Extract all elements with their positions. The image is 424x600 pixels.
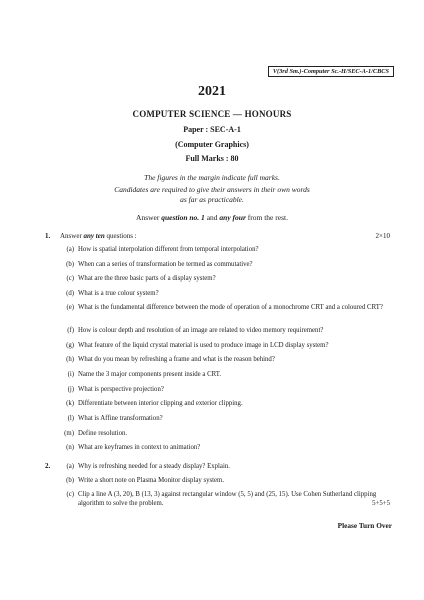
item-text: Why is refreshing needed for a steady display? Explain. <box>78 463 230 470</box>
item-label: (f) <box>67 327 74 334</box>
candidates-note-line1: Candidates are required to give their answers in their own words <box>114 185 310 194</box>
item-label: (b) <box>66 477 74 484</box>
item-label: (k) <box>66 400 74 407</box>
full-marks: Full Marks : 80 <box>185 154 239 163</box>
q1-suffix: questions : <box>104 232 137 240</box>
question-1-text <box>60 232 137 241</box>
item-text: What are keyframes in context to animation? <box>78 444 201 451</box>
item-label: (m) <box>64 430 74 437</box>
item-label: (e) <box>66 304 74 311</box>
question-1-number: 1. <box>45 232 51 240</box>
item-label: (h) <box>66 356 74 363</box>
item-label: (j) <box>67 386 74 393</box>
instruction-suffix: from the rest. <box>245 213 288 222</box>
subject-title: COMPUTER SCIENCE — HONOURS <box>132 109 292 119</box>
instruction-middle: and <box>204 213 220 222</box>
item-label: (c) <box>66 275 74 282</box>
candidates-note-line2: as far as practicable. <box>180 195 244 204</box>
item-label: (c) <box>66 491 74 498</box>
item-text: What are the three basic parts of a display system? <box>78 275 216 282</box>
item-text: What feature of the liquid crystal material is used to produce image in LCD display system? <box>78 342 329 349</box>
candidates-note <box>0 185 424 205</box>
item-text: What is perspective projection? <box>78 386 164 393</box>
item-label: (i) <box>67 371 74 378</box>
item-label: (l) <box>67 415 74 422</box>
item-text: How is colour depth and resolution of an image are related to video memory requirement? <box>78 327 324 334</box>
item-text: What is Affine transformation? <box>78 415 163 422</box>
instruction-bold-2: any four <box>219 213 246 222</box>
exam-year: 2021 <box>198 84 226 99</box>
instruction-prefix: Answer <box>136 213 162 222</box>
item-label: (b) <box>66 261 74 268</box>
item-text: Define resolution. <box>78 430 128 437</box>
item-text: What is a true colour system? <box>78 290 159 297</box>
paper-number: Paper : SEC-A-1 <box>183 125 241 134</box>
item-label: (a) <box>66 246 74 253</box>
question-2-number: 2. <box>45 462 51 470</box>
question-2-marks: 5+5+5 <box>372 500 390 507</box>
item-label: (g) <box>66 342 74 349</box>
instruction-bold-1: question no. 1 <box>161 213 205 222</box>
item-text: How is spatial interpolation different from temporal interpolation? <box>78 246 259 253</box>
item-text: Write a short note on Plasma Monitor display system. <box>78 477 225 484</box>
item-text: Name the 3 major components present inside a CRT. <box>78 371 222 378</box>
item-text: Differentiate between interior clipping and exterior clipping. <box>78 400 243 407</box>
paper-title: (Computer Graphics) <box>175 140 249 149</box>
please-turn-over: Please Turn Over <box>337 521 392 530</box>
answer-instruction <box>0 213 424 222</box>
item-label: (a) <box>66 463 74 470</box>
paper-code-box: V(3rd Sm.)-Computer Sc.-H/SEC-A-1/CBCS <box>268 66 394 77</box>
item-text: When can a series of transformation be termed as commutative? <box>78 261 253 268</box>
item-text: What do you mean by refreshing a frame and what is the reason behind? <box>78 356 275 363</box>
q1-bold: any ten <box>83 232 105 240</box>
item-text: Clip a line A (3, 20), B (13, 3) against rectangular window (5, 5) and (25, 15). Use Cohen Sutherland clipping algorithm to solve the problem. <box>78 491 377 507</box>
item-text: What is the fundamental difference between the mode of operation of a monochrome CRT and a coloured CRT? <box>78 304 383 311</box>
question-1-marks: 2×10 <box>375 232 390 240</box>
margin-note: The figures in the margin indicate full marks. <box>144 173 280 182</box>
item-label: (d) <box>66 290 74 297</box>
q1-prefix: Answer <box>60 232 84 240</box>
item-label: (n) <box>66 444 74 451</box>
